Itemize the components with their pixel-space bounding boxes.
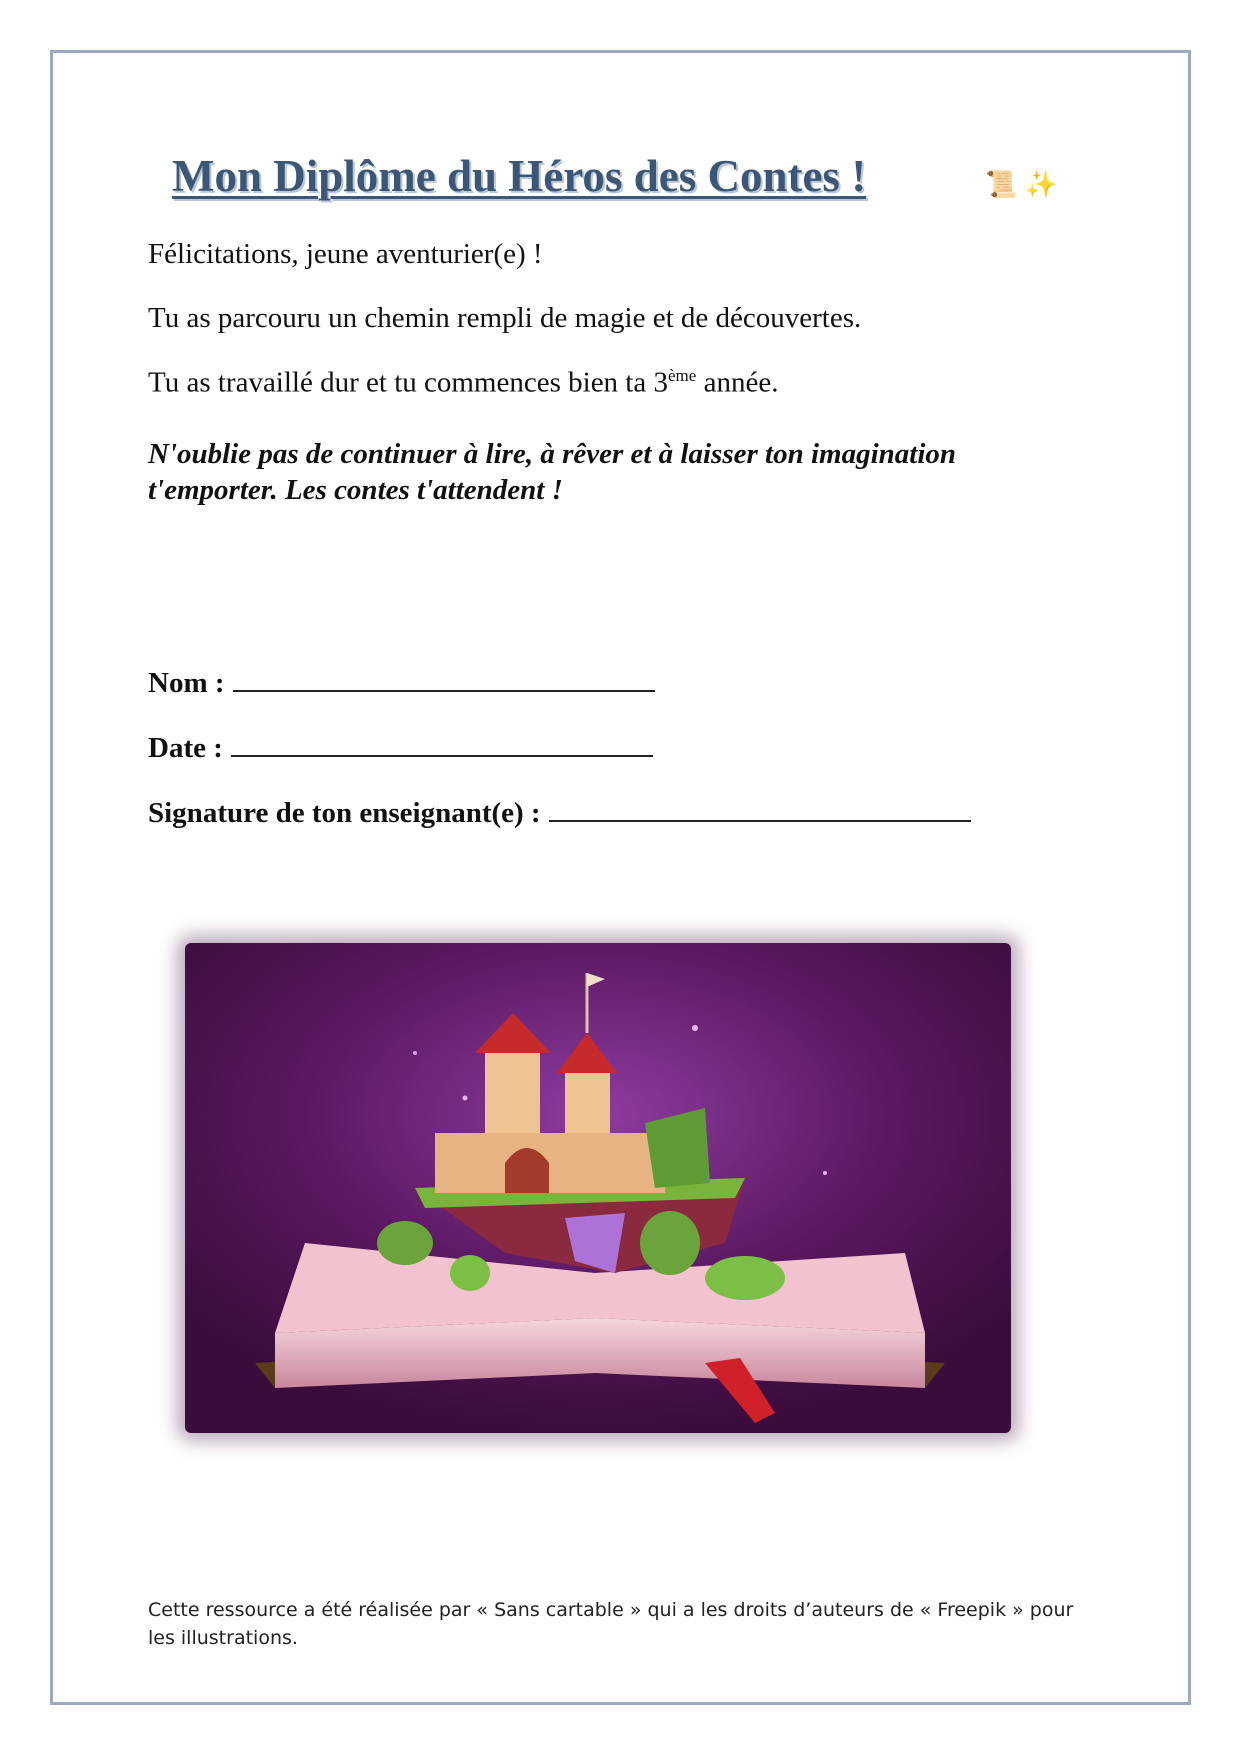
sparkles-icon: ✨ <box>1025 170 1058 200</box>
name-label: Nom : <box>148 667 225 699</box>
encouragement-quote: N'oublie pas de continuer à lire, à rêver et à laisser ton imagination t'emporter. Les contes t'attendent ! <box>148 438 957 506</box>
name-line[interactable] <box>233 662 655 692</box>
copyright-footer: Cette ressource a été réalisée par « Sans cartable » qui a les droits d’auteurs de « Freepik » pour les illustrations. <box>148 1599 1074 1649</box>
signature-field[interactable] <box>148 792 971 830</box>
year-text: Tu as travaillé dur et tu commences bien ta 3ème année. <box>148 366 779 399</box>
storybook-castle-svg <box>185 943 1011 1433</box>
signature-label: Signature de ton enseignant(e) : <box>148 797 541 829</box>
date-field[interactable] <box>148 727 653 765</box>
journey-text: Tu as parcouru un chemin rempli de magie et de découvertes. <box>148 302 862 334</box>
scroll-icon: 📜 <box>985 170 1018 200</box>
page-border <box>50 50 1191 1705</box>
date-label: Date : <box>148 732 223 764</box>
signature-line[interactable] <box>549 792 971 822</box>
storybook-castle-illustration <box>185 943 1011 1433</box>
date-line[interactable] <box>231 727 653 757</box>
diploma-title: Mon Diplôme du Héros des Contes ! <box>172 151 867 201</box>
name-field[interactable] <box>148 662 655 700</box>
greeting-text: Félicitations, jeune aventurier(e) ! <box>148 238 543 270</box>
